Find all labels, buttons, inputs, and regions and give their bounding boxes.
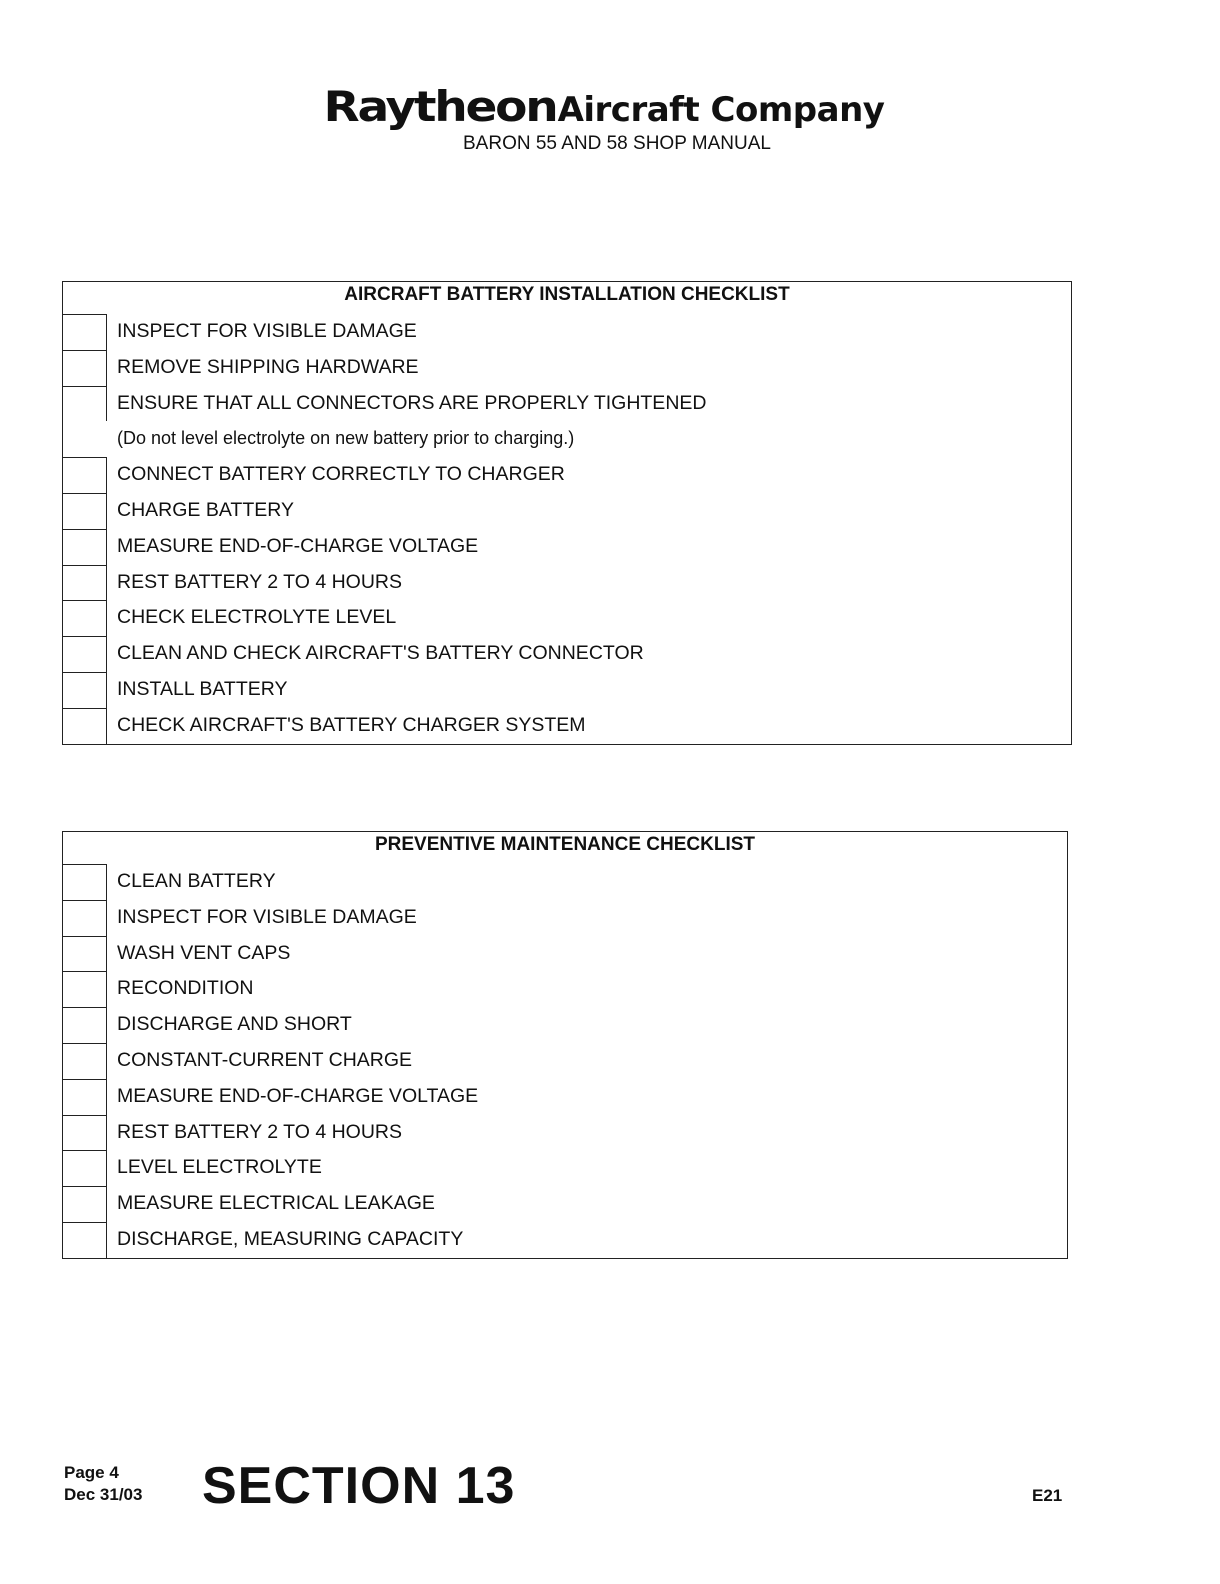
checklist-item [63, 529, 1071, 565]
checklist-item [63, 900, 1067, 936]
section-heading: SECTION 13 [202, 1457, 516, 1515]
checklist-item [63, 1222, 1067, 1258]
checklist-item [63, 1043, 1067, 1079]
checklist-item-label: REST BATTERY 2 TO 4 HOURS [117, 570, 403, 593]
checkbox[interactable] [63, 971, 107, 1007]
checklist-item-label: WASH VENT CAPS [117, 941, 291, 964]
checkbox[interactable] [63, 708, 107, 744]
checkbox[interactable] [63, 1079, 107, 1115]
checkbox[interactable] [63, 636, 107, 672]
checklist-item-label: CLEAN AND CHECK AIRCRAFT'S BATTERY CONNECTOR [117, 642, 644, 665]
checklist-item [63, 1007, 1067, 1043]
page-code: E21 [1032, 1486, 1063, 1505]
checklist-item [63, 565, 1071, 601]
manual-title: BARON 55 AND 58 SHOP MANUAL [463, 133, 771, 154]
checkbox[interactable] [63, 672, 107, 708]
checklist-item-label: CONNECT BATTERY CORRECTLY TO CHARGER [117, 463, 565, 486]
checklist-item-label: MEASURE ELECTRICAL LEAKAGE [117, 1192, 435, 1215]
checklist-title: AIRCRAFT BATTERY INSTALLATION CHECKLIST [344, 284, 790, 305]
checklist-item-label: DISCHARGE AND SHORT [117, 1013, 352, 1036]
checklist-item-label: ENSURE THAT ALL CONNECTORS ARE PROPERLY TIGHTENED [117, 391, 707, 414]
checkbox[interactable] [63, 314, 107, 350]
checklist-item [63, 350, 1071, 386]
checklist-item-label: CHARGE BATTERY [117, 498, 294, 521]
checklist-item [63, 672, 1071, 708]
checklist-item-label: CHECK ELECTROLYTE LEVEL [117, 606, 397, 629]
checkbox[interactable] [63, 1186, 107, 1222]
checklist-item-label: (Do not level electrolyte on new battery prior to charging.) [117, 428, 575, 449]
checklist-item [63, 1186, 1067, 1222]
checklist-item-label: INSTALL BATTERY [117, 677, 288, 700]
checklist-item-label: RECONDITION [117, 977, 254, 1000]
checklist-item [63, 314, 1071, 350]
checkbox[interactable] [63, 350, 107, 386]
checklist-item-label: MEASURE END-OF-CHARGE VOLTAGE [117, 1084, 479, 1107]
page-footer [64, 1458, 1064, 1518]
checklist-item-label: DISCHARGE, MEASURING CAPACITY [117, 1227, 464, 1250]
checkbox[interactable] [63, 900, 107, 936]
maintenance-checklist [62, 831, 1068, 1259]
checklist-note [63, 421, 1071, 457]
checklist-item [63, 493, 1071, 529]
checkbox[interactable] [63, 493, 107, 529]
installation-checklist [62, 281, 1072, 745]
checkbox[interactable] [63, 864, 107, 900]
checkbox[interactable] [63, 1150, 107, 1186]
checklist-item [63, 636, 1071, 672]
checkbox[interactable] [63, 1043, 107, 1079]
checklist-item [63, 600, 1071, 636]
checkbox[interactable] [63, 1222, 107, 1258]
checklist-item [63, 936, 1067, 972]
checkbox[interactable] [63, 1007, 107, 1043]
checklist-item [63, 1115, 1067, 1151]
checkbox[interactable] [63, 565, 107, 601]
brand-suffix: Aircraft Company [557, 90, 885, 130]
checklist-title: PREVENTIVE MAINTENANCE CHECKLIST [374, 834, 756, 855]
checklist-item [63, 1079, 1067, 1115]
checklist-item-label: REMOVE SHIPPING HARDWARE [117, 355, 419, 378]
page-header [0, 82, 1220, 155]
checklist-item-label: CLEAN BATTERY [117, 870, 276, 892]
checklist-item-label: INSPECT FOR VISIBLE DAMAGE [117, 905, 417, 928]
page-info [64, 1462, 142, 1506]
checkbox[interactable] [63, 529, 107, 565]
checkbox[interactable] [63, 457, 107, 493]
company-logo [323, 82, 885, 131]
checklist-item-label: LEVEL ELECTROLYTE [117, 1156, 322, 1179]
checklist-item-label: REST BATTERY 2 TO 4 HOURS [117, 1120, 403, 1143]
checklist-item [63, 708, 1071, 744]
checklist-item-label: MEASURE END-OF-CHARGE VOLTAGE [117, 534, 479, 557]
brand-name: Raytheon [323, 82, 557, 131]
checklist-item [63, 457, 1071, 493]
checklist-item-label: CHECK AIRCRAFT'S BATTERY CHARGER SYSTEM [117, 713, 586, 736]
checkbox[interactable] [63, 386, 107, 422]
checklist-item [63, 386, 1071, 422]
checkbox[interactable] [63, 1115, 107, 1151]
page-number: Page 4 [64, 1463, 119, 1482]
checkbox[interactable] [63, 600, 107, 636]
checklist-item [63, 864, 1067, 900]
checklist-item [63, 971, 1067, 1007]
checklist-item-label: CONSTANT-CURRENT CHARGE [117, 1048, 413, 1071]
checkbox[interactable] [63, 936, 107, 972]
checklist-item-label: INSPECT FOR VISIBLE DAMAGE [117, 320, 417, 342]
checklist-item [63, 1150, 1067, 1186]
revision-date: Dec 31/03 [64, 1485, 143, 1504]
